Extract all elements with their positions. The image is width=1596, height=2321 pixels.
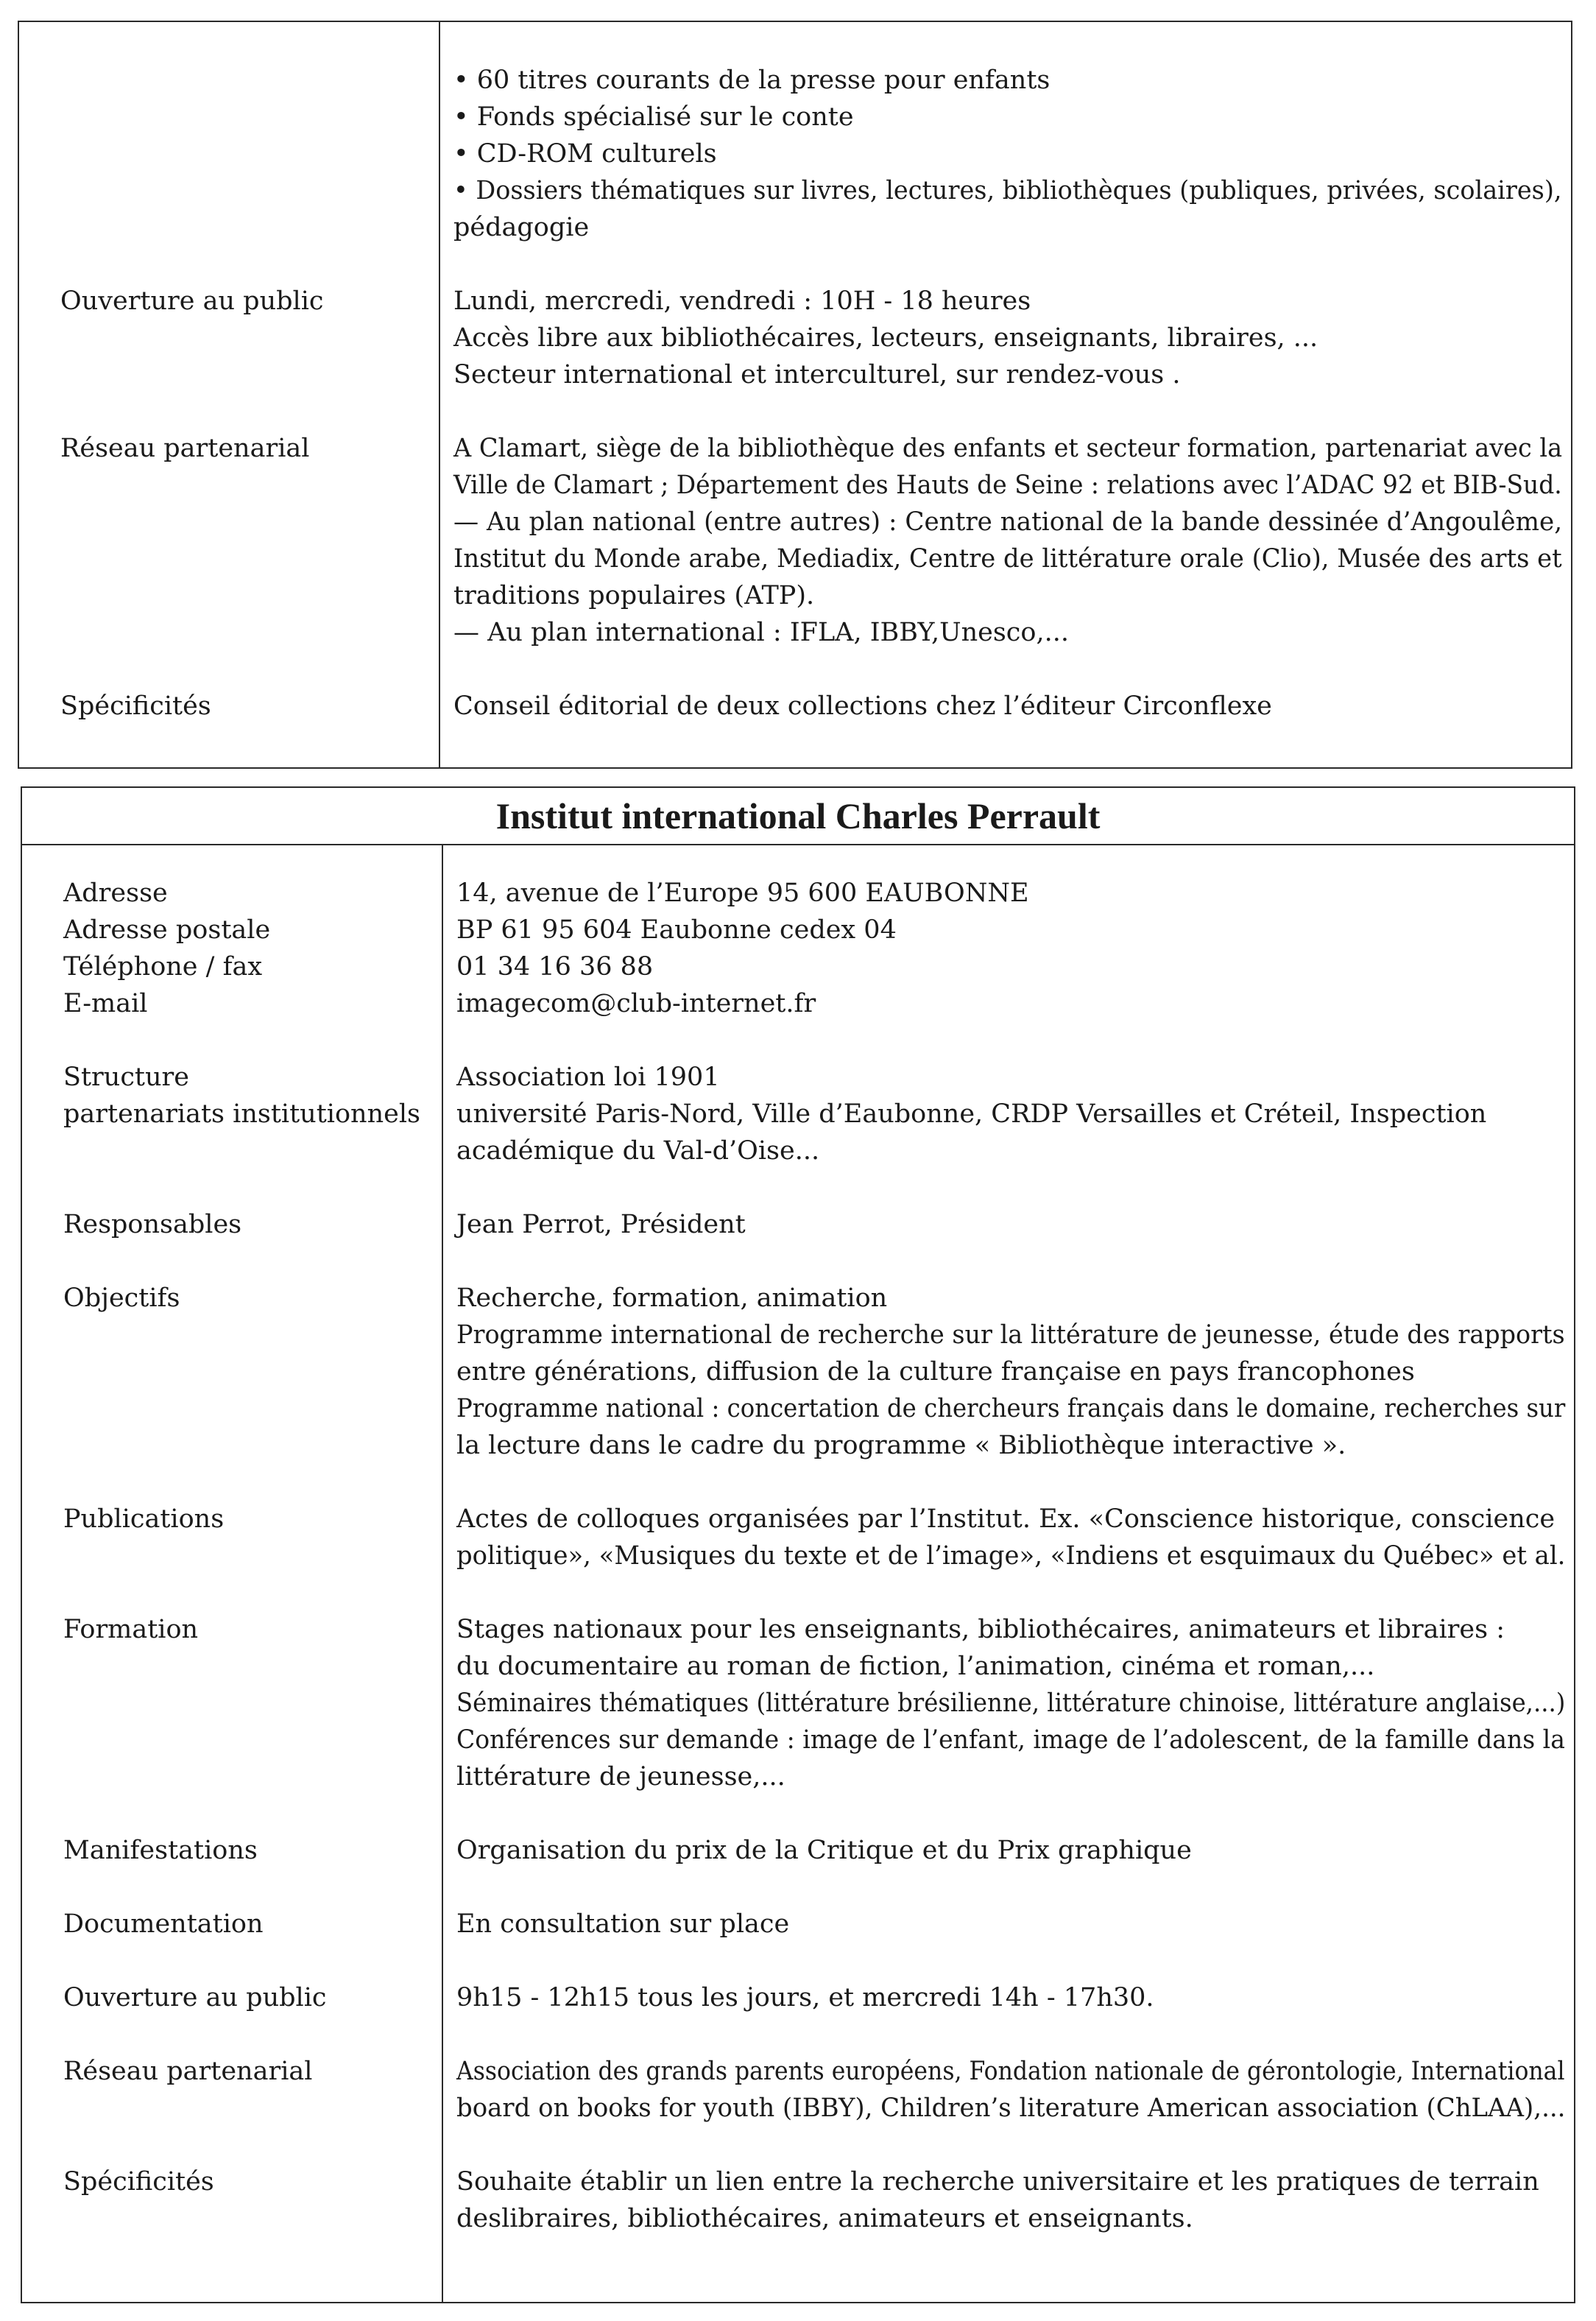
inst-row-9-line-1: board on books for youth (IBBY), Children’s literature American association (ChLAA),...	[456, 2093, 1566, 2123]
inst-row-0-line-3: imagecom@club-internet.fr	[456, 989, 816, 1018]
inst-row-1-line-1: université Paris-Nord, Ville d’Eaubonne, CRDP Versailles et Créteil, Inspection	[456, 1099, 1487, 1129]
inst-row-4-line-1: politique», «Musiques du texte et de l’image», «Indiens et esquimaux du Québec» et al.	[456, 1541, 1566, 1571]
inst-row-7-label-0: Documentation	[63, 1909, 264, 1939]
inst-row-1-label-1: partenariats institutionnels	[63, 1099, 420, 1129]
inst-row-2-label-0: Responsables	[63, 1210, 242, 1239]
institute-table	[21, 786, 1575, 2303]
top-row-2-line-4: traditions populaires (ATP).	[453, 581, 815, 610]
inst-row-0-label-1: Adresse postale	[63, 915, 271, 945]
top-row-2-line-5: — Au plan international : IFLA, IBBY,Unesco,...	[453, 618, 1069, 647]
inst-row-5-line-2: Séminaires thématiques (littérature brésilienne, littérature chinoise, littérature anglaise,...)	[456, 1688, 1566, 1718]
inst-row-1-label-0: Structure	[63, 1063, 189, 1092]
inst-row-9-line-0: Association des grands parents européens, Fondation nationale de gérontologie, International	[456, 2057, 1565, 2086]
top-row-2-line-1: Ville de Clamart ; Département des Hauts de Seine : relations avec l’ADAC 92 et BIB-Sud.	[453, 471, 1562, 500]
top-row-3-label: Spécificités	[60, 691, 211, 721]
inst-row-0-line-1: BP 61 95 604 Eaubonne cedex 04	[456, 915, 897, 945]
institute-column-divider	[442, 844, 443, 2302]
inst-row-4-line-0: Actes de colloques organisées par l’Institut. Ex. «Conscience historique, conscience	[456, 1504, 1556, 1534]
top-row-0-line-3: • Dossiers thématiques sur livres, lectures, bibliothèques (publiques, privées, scolaires),	[453, 176, 1562, 205]
inst-row-2-line-0: Jean Perrot, Président	[456, 1210, 746, 1239]
inst-row-0-label-3: E-mail	[63, 989, 148, 1018]
top-row-1-line-2: Secteur international et interculturel, sur rendez-vous .	[453, 360, 1181, 390]
top-row-0-line-1: • Fonds spécialisé sur le conte	[453, 102, 854, 132]
inst-row-8-line-0: 9h15 - 12h15 tous les jours, et mercredi 14h - 17h30.	[456, 1983, 1154, 2012]
top-row-2-line-2: — Au plan national (entre autres) : Centre national de la bande dessinée d’Angoulême,	[453, 507, 1563, 537]
inst-row-9-label-0: Réseau partenarial	[63, 2057, 313, 2086]
top-row-0-line-0: • 60 titres courants de la presse pour enfants	[453, 66, 1051, 95]
inst-row-6-line-0: Organisation du prix de la Critique et du Prix graphique	[456, 1836, 1192, 1865]
inst-row-3-line-1: Programme international de recherche sur la littérature de jeunesse, étude des rapports	[456, 1320, 1565, 1350]
top-row-3-line-0: Conseil éditorial de deux collections chez l’éditeur Circonflexe	[453, 691, 1272, 721]
inst-row-5-line-1: du documentaire au roman de fiction, l’animation, cinéma et roman,...	[456, 1652, 1375, 1681]
inst-row-3-line-4: la lecture dans le cadre du programme « Bibliothèque interactive ».	[456, 1431, 1346, 1460]
inst-row-3-line-0: Recherche, formation, animation	[456, 1283, 888, 1313]
top-row-2-line-0: A Clamart, siège de la bibliothèque des enfants et secteur formation, partenariat avec la	[453, 434, 1563, 463]
top-table	[18, 21, 1572, 769]
inst-row-3-line-2: entre générations, diffusion de la culture française en pays francophones	[456, 1357, 1415, 1387]
inst-row-1-line-2: académique du Val-d’Oise...	[456, 1136, 820, 1166]
inst-row-6-label-0: Manifestations	[63, 1836, 258, 1865]
inst-row-5-line-0: Stages nationaux pour les enseignants, bibliothécaires, animateurs et libraires :	[456, 1615, 1505, 1644]
inst-row-5-line-4: littérature de jeunesse,...	[456, 1762, 785, 1792]
inst-row-5-label-0: Formation	[63, 1615, 199, 1644]
top-row-0-line-4: pédagogie	[453, 213, 590, 242]
top-row-0-line-2: • CD-ROM culturels	[453, 139, 717, 169]
inst-row-3-line-3: Programme national : concertation de chercheurs français dans le domaine, recherches sur	[456, 1394, 1566, 1423]
inst-row-4-label-0: Publications	[63, 1504, 225, 1534]
inst-row-0-label-0: Adresse	[63, 878, 168, 908]
inst-row-0-label-2: Téléphone / fax	[63, 952, 263, 982]
institute-title: Institut international Charles Perrault	[495, 795, 1101, 837]
top-row-1-line-0: Lundi, mercredi, vendredi : 10H - 18 heures	[453, 286, 1031, 316]
inst-row-7-line-0: En consultation sur place	[456, 1909, 790, 1939]
top-row-1-line-1: Accès libre aux bibliothécaires, lecteurs, enseignants, libraires, ...	[453, 323, 1318, 353]
top-row-2-label: Réseau partenarial	[60, 434, 310, 463]
top-row-2-line-3: Institut du Monde arabe, Mediadix, Centre de littérature orale (Clio), Musée des arts et	[453, 544, 1562, 574]
inst-row-0-line-2: 01 34 16 36 88	[456, 952, 654, 982]
inst-row-5-line-3: Conférences sur demande : image de l’enfant, image de l’adolescent, de la famille dans la	[456, 1725, 1565, 1755]
inst-row-10-label-0: Spécificités	[63, 2167, 214, 2197]
inst-row-3-label-0: Objectifs	[63, 1283, 180, 1313]
inst-row-1-line-0: Association loi 1901	[456, 1063, 720, 1092]
inst-row-10-line-0: Souhaite établir un lien entre la recherche universitaire et les pratiques de terrain	[456, 2167, 1539, 2197]
top-row-1-label: Ouverture au public	[60, 286, 324, 316]
inst-row-8-label-0: Ouverture au public	[63, 1983, 327, 2012]
inst-row-0-line-0: 14, avenue de l’Europe 95 600 EAUBONNE	[456, 878, 1029, 908]
title-divider	[22, 844, 1574, 845]
inst-row-10-line-1: deslibraires, bibliothécaires, animateurs et enseignants.	[456, 2204, 1193, 2233]
top-column-divider	[439, 22, 440, 767]
